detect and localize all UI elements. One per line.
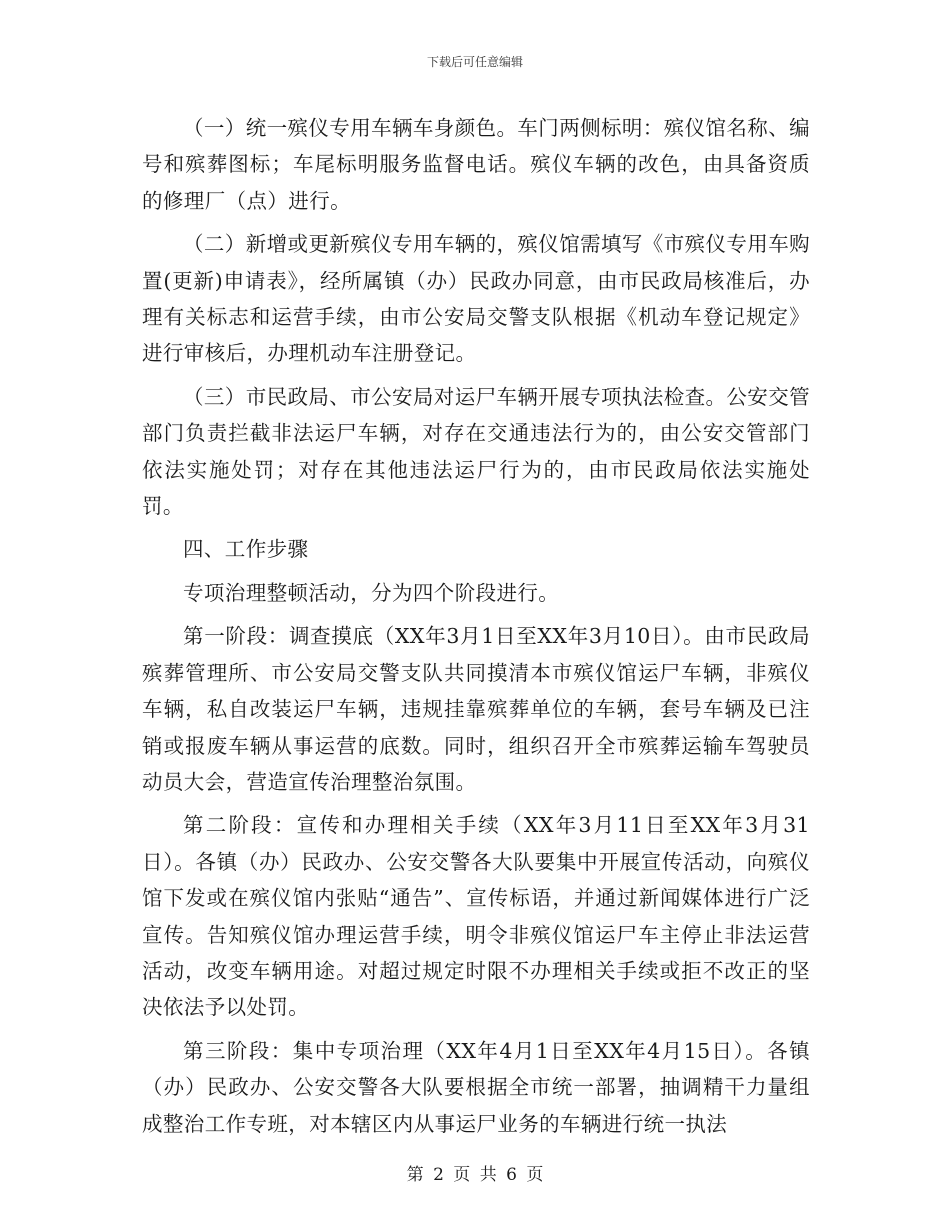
paragraph-5: 专项治理整顿活动，分为四个阶段进行。 — [183, 580, 560, 605]
paragraph-stage-3: 第三阶段：集中专项治理（XX年4月1日至XX年4月15日）。各镇（办）民政办、公安交警各大队要根据全市统一部署，抽调精干力量组成整治工作专班，对本辖区内从事运尸业务的车辆进行统一执法 — [142, 1038, 810, 1136]
page-header: 下载后可任意编辑 — [426, 55, 523, 69]
footer-page-word: 页 — [453, 1165, 471, 1185]
section-heading-steps: 四、工作步骤 — [183, 537, 309, 562]
footer-current-page: 2 — [433, 1165, 444, 1185]
footer-total-pages: 6 — [506, 1165, 517, 1185]
paragraph-stage-2: 第二阶段：宣传和办理相关手续（XX年3月11日至XX年3月31日）。各镇（办）民政办、公安交警各大队要集中开展宣传活动，向殡仪馆下发或在殡仪馆内张贴“通告”、宣传标语，并通过新闻媒体进行广泛宣传。告知殡仪馆办理运营手续，明令非殡仪馆运尸车主停止非法运营活动，改变车辆用途。对超过规定时限不办理相关手续或拒不改正的坚决依法予以处罚。 — [142, 813, 810, 1020]
paragraph-2: （二）新增或更新殡仪专用车辆的，殡仪馆需填写《市殡仪专用车购置(更新)申请表》，经所属镇（办）民政办同意，由市民政局核准后，办理有关标志和运营手续，由市公安局交警支队根据《机动车登记规定》进行审核后，办理机动车注册登记。 — [142, 232, 810, 366]
paragraph-stage-1: 第一阶段：调查摸底（XX年3月1日至XX年3月10日）。由市民政局殡葬管理所、市公安局交警支队共同摸清本市殡仪馆运尸车辆，非殡仪车辆，私自改装运尸车辆，违规挂靠殡葬单位的车辆，套号车辆及已注销或报废车辆从事运营的底数。同时，组织召开全市殡葬运输车驾驶员动员大会，营造宣传治理整治氛围。 — [142, 624, 810, 794]
footer-prefix: 第 — [406, 1165, 424, 1185]
document-body — [142, 110, 810, 1149]
paragraph-3: （三）市民政局、市公安局对运尸车辆开展专项执法检查。公安交管部门负责拦截非法运尸车辆，对存在交通违法行为的，由公安交管部门依法实施处罚；对存在其他违法运尸行为的，由市民政局依法实施处罚。 — [142, 384, 810, 519]
footer-total-word: 共 — [479, 1165, 497, 1185]
page-footer — [0, 1160, 950, 1185]
paragraph-1: （一）统一殡仪专用车辆车身颜色。车门两侧标明：殡仪馆名称、编号和殡葬图标；车尾标明服务监督电话。殡仪车辆的改色，由具备资质的修理厂（点）进行。 — [142, 116, 810, 213]
footer-suffix: 页 — [526, 1165, 544, 1185]
